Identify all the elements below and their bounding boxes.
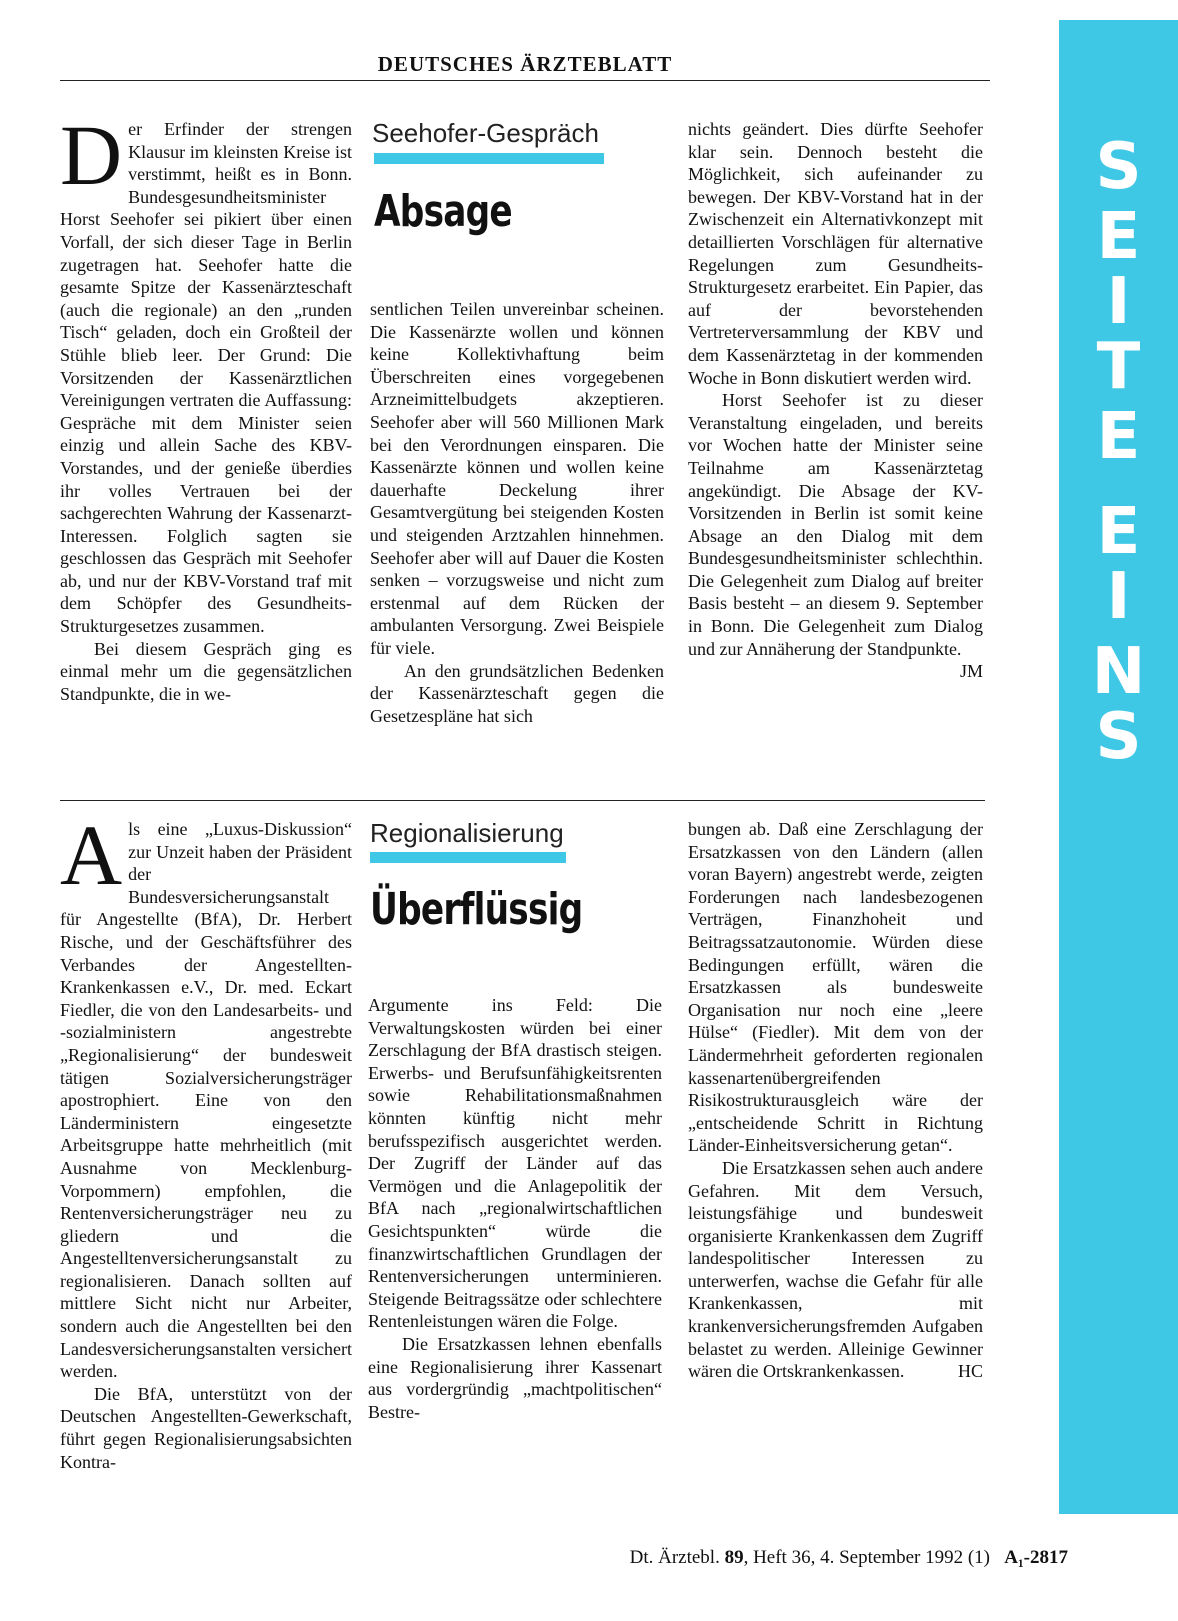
kicker-bar xyxy=(370,852,566,863)
article2-paragraph: bungen ab. Daß eine Zerschlagung der Ersatzkassen von den Ländern (allen voran Bayern) angestrebt werde, zeigten Forderungen nach landesbezogenen Verträgen, Finanzhoheit und Beitragssatzautonomie. Würden diese Bedingungen erfüllt, wären die Ersatzkassen als bundesweite Organisation nur noch eine „leere Hülse“ (Fiedler). Mit dem von der Ländermehrheit geforderten regionalen kassenartenübergreifenden Risikostrukturausgleich wäre der „entscheidende Schritt in Richtung Länder-Einheitsversicherung getan“. xyxy=(688,819,983,1156)
article2-column-3 xyxy=(688,818,983,1383)
article1-paragraph: Bei diesem Gespräch ging es einmal mehr um die gegensätzlichen Standpunkte, die in we- xyxy=(60,638,352,704)
article1-paragraph: Horst Seehofer ist zu dieser Veranstaltung eingeladen, und bereits vor Wochen hatte der Minister seine Teilnahme am Kassenärztetag angekündigt. Die Absage der KV-Vorsitzenden in Berlin ist somit keine Absage an den Dialog mit dem Bundesgesundheitsminister schlechthin. Die Gelegenheit zum Dialog auf breiter Basis besteht – an diesem 9. September in Bonn. Die Gelegenheit zum Dialog und zur Annäherung der Standpunkte. xyxy=(688,390,983,659)
article1-column-1 xyxy=(60,107,352,705)
footer-issue: , Heft 36, 4. September 1992 (1) xyxy=(743,1547,990,1568)
article1-signature: JM xyxy=(959,661,983,682)
footer-page-number: A₁-2817 xyxy=(1004,1547,1068,1568)
article1-column-3 xyxy=(688,118,983,683)
article2-headline: Überflüssig xyxy=(370,884,583,935)
article-divider xyxy=(60,800,985,801)
masthead: DEUTSCHES ÄRZTEBLATT xyxy=(377,52,673,76)
footer-volume: 89 xyxy=(724,1547,744,1568)
sidebar-letter: E xyxy=(1096,400,1141,474)
article2-paragraph: Die Ersatzkassen lehnen ebenfalls eine Regionalisierung ihrer Kassenart aus vordergründig „machtpolitischen“ Bestre- xyxy=(368,1333,662,1422)
sidebar-letter: S xyxy=(1095,700,1142,774)
article1-kicker: Seehofer-Gespräch xyxy=(372,118,599,148)
article2-paragraph: Argumente ins Feld: Die Verwaltungskosten würden bei einer Zerschlagung der BfA drastisch steigen. Erwerbs- und Berufsunfähigkeitsrenten sowie Rehabilitationsmaßnahmen könnten künftig nicht mehr berufsspezifisch ausgerichtet werden. Der Zugriff der Länder auf das Vermögen und die Anlagepolitik der BfA nach „regionalwirtschaftlichen Gesichtspunkten“ würde die finanzwirtschaftlichen Grundlagen der Rentenversicherungen unterminieren. Steigende Beitragssätze oder schlechtere Rentenleistungen wären die Folge. xyxy=(368,995,662,1332)
article2-column-2 xyxy=(368,994,662,1423)
article2-paragraph: Die Ersatzkassen sehen auch andere Gefahren. Mit dem Versuch, leistungsfähige und bundesweit organisierte Krankenkassen dem Zugriff landespolitischer Interessen zu unterwerfen, wachse die Gefahr für alle Krankenkassen, mit krankenversicherungsfremden Aufgaben belastet zu werden. Alleinige Gewinner wären die Ortskrankenkassen. xyxy=(688,1157,983,1382)
article2-column-1 xyxy=(60,807,352,1473)
article1-paragraph: nichts geändert. Dies dürfte Seehofer klar sein. Dennoch besteht die Möglichkeit, sich aufeinander zu bewegen. Der KBV-Vorstand hat in der Zwischenzeit ein Alternativkonzept mit detaillierten Vorschlägen für alternative Regelungen zum Gesundheits-Strukturgesetz erarbeitet. Ein Papier, das auf der bevorstehenden Vertreterversammlung der KBV und dem Kassenärztetag in der kommenden Woche in Bonn diskutiert werden wird. xyxy=(688,119,983,388)
sidebar-letter: E xyxy=(1096,495,1141,569)
sidebar-letter: I xyxy=(1106,265,1131,339)
seite-eins-sidebar xyxy=(1059,20,1178,1514)
article1-headline: Absage xyxy=(374,186,512,237)
sidebar-letter: I xyxy=(1106,560,1131,634)
masthead-rule xyxy=(60,80,990,81)
article1-paragraph: An den grundsätzlichen Bedenken der Kassenärzteschaft gegen die Gesetzespläne hat sich xyxy=(370,660,664,726)
article2-paragraph: ls eine „Luxus-Diskussion“ zur Unzeit haben der Präsident der Bundesversicherungsanstalt für Angestellte (BfA), Dr. Herbert Rische, und der Geschäftsführer des Verbandes der Angestellten-Krankenkassen e.V., Dr. med. Eckart Fiedler, die von den Landesarbeits- und -sozialministern angestrebte „Regionalisierung“ der bundesweit tätigen Sozialversicherungsträger apostrophiert. Eine von den Länderministern eingesetzte Arbeitsgruppe hatte mehrheitlich (mit Ausnahme von Mecklenburg-Vorpommern) empfohlen, die Rentenversicherungsträger neu zu gliedern und die Angestelltenversicherungsanstalt zu regionalisieren. Danach sollten auf mittlere Sicht nicht nur Arbeiter, sondern auch die Angestellten bei den Landesversicherungsanstalten versichert werden. xyxy=(60,819,352,1382)
article2-signature: HC xyxy=(957,1361,983,1382)
article1-paragraph: sentlichen Teilen unvereinbar scheinen. Die Kassenärzte wollen und können keine Kollektivhaftung beim Überschreiten eines vorgegebenen Arzneimittelbudgets akzeptieren. Seehofer aber will 560 Millionen Mark bei den Verordnungen einsparen. Die Kassenärzte können und wollen keine dauerhafte Deckelung ihrer Gesamtvergütung bei steigenden Kosten und steigenden Arztzahlen hinnehmen. Seehofer aber will auf Dauer die Kosten senken – vorzugsweise und nicht zum erstenmal auf dem Rücken der ambulanten Versorgung. Zwei Beispiele für viele. xyxy=(370,299,664,658)
footer-journal: Dt. Ärztebl. xyxy=(629,1547,720,1568)
dropcap: A xyxy=(60,807,123,903)
sidebar-letter: N xyxy=(1091,635,1146,709)
sidebar-letter: E xyxy=(1096,200,1141,274)
article1-column-2 xyxy=(370,298,664,727)
article2-kicker: Regionalisierung xyxy=(370,818,564,848)
dropcap: D xyxy=(60,107,123,203)
article1-paragraph: er Erfinder der strengen Klausur im kleinsten Kreise ist verstimmt, heißt es in Bonn. Bundesgesundheitsminister Horst Seehofer sei pikiert über einen Vorfall, der sich dieser Tage in Berlin zugetragen hat. Seehofer hatte die gesamte Spitze der Kassenärzteschaft (auch die regionale) an den „runden Tisch“ geladen, doch ein Großteil der Stühle blieb leer. Der Grund: Die Vorsitzenden der Kassenärztlichen Vereinigungen vertraten die Auffassung: Gespräche mit dem Minister seien einzig und allein Sache des KBV-Vorstandes, und der genieße überdies ihr volles Vertrauen bei der sachgerechten Wahrung der Kassenarzt-Interessen. Folglich sagten sie geschlossen das Gespräch mit Seehofer ab, und nur der KBV-Vorstand traf mit dem Schöpfer des Gesundheits-Strukturgesetzes zusammen. xyxy=(60,119,352,637)
sidebar-letter: T xyxy=(1096,330,1141,404)
page-footer xyxy=(630,1547,1068,1569)
article2-paragraph: Die BfA, unterstützt von der Deutschen Angestellten-Gewerkschaft, führt gegen Regionalisierungsabsichten Kontra- xyxy=(60,1383,352,1472)
sidebar-letter: S xyxy=(1095,130,1142,204)
kicker-bar xyxy=(374,153,604,164)
